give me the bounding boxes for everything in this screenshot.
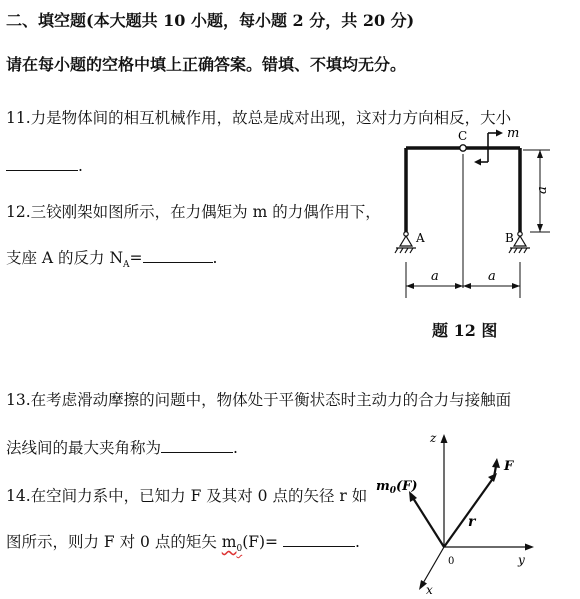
label-c: C [458,129,468,143]
label-x: x [426,583,433,597]
hinge-c [460,145,466,151]
label-a-vertical: a [535,186,550,194]
moment-vector [413,498,444,547]
answer-blank-12[interactable] [143,248,213,263]
question-12-line1: 12.三铰刚架如图所示，在力偶矩为 m 的力偶作用下， [6,203,381,221]
section-instruction: 请在每小题的空格中填上正确答案。错填、不填均无分。 [6,55,407,74]
question-14-line2: 图所示，则力 F 对 0 点的矩矢 $m_0(F)=$ . [6,533,360,555]
answer-blank-11[interactable] [6,156,78,171]
label-r: r [468,514,476,530]
label-a-right: a [488,269,496,284]
y-arrow [525,544,534,551]
answer-blank-13[interactable] [161,438,233,453]
label-a-left: a [431,269,439,284]
question-13-line1: 13.在考虑滑动摩擦的问题中，物体处于平衡状态时主动力的合力与接触面 [6,391,512,409]
label-origin: 0 [448,556,455,567]
question-11-line2: . [6,156,83,175]
figure-12-frame-diagram [390,120,570,310]
question-13-line2: 法线间的最大夹角称为 . [6,439,238,457]
figure-14-vector-diagram [370,428,575,599]
section-title: 二、填空题(本大题共 10 小题，每小题 2 分，共 20 分) [6,11,415,30]
question-11-line1: 11.力是物体间的相互机械作用，故总是成对出现，这对力方向相反，大小 [6,109,512,127]
question-14-line1: 14.在空间力系中，已知力 F 及其对 0 点的矢径 r 如 [6,487,368,505]
question-12-line2: 支座 A 的反力 $N_A=$ . [6,249,218,271]
label-y: y [518,553,525,567]
label-m0: $m_0(F)$ [376,479,418,496]
label-b-point: B [505,231,514,245]
label-z: z [430,431,437,445]
label-f: F [504,459,514,474]
label-a-point: A [416,231,425,245]
label-m: m [507,126,520,141]
z-arrow [441,434,448,443]
support-a [395,232,416,253]
figure-12-caption: 题 12 图 [432,321,498,340]
answer-blank-14[interactable] [283,532,355,547]
r-vector [444,477,494,547]
